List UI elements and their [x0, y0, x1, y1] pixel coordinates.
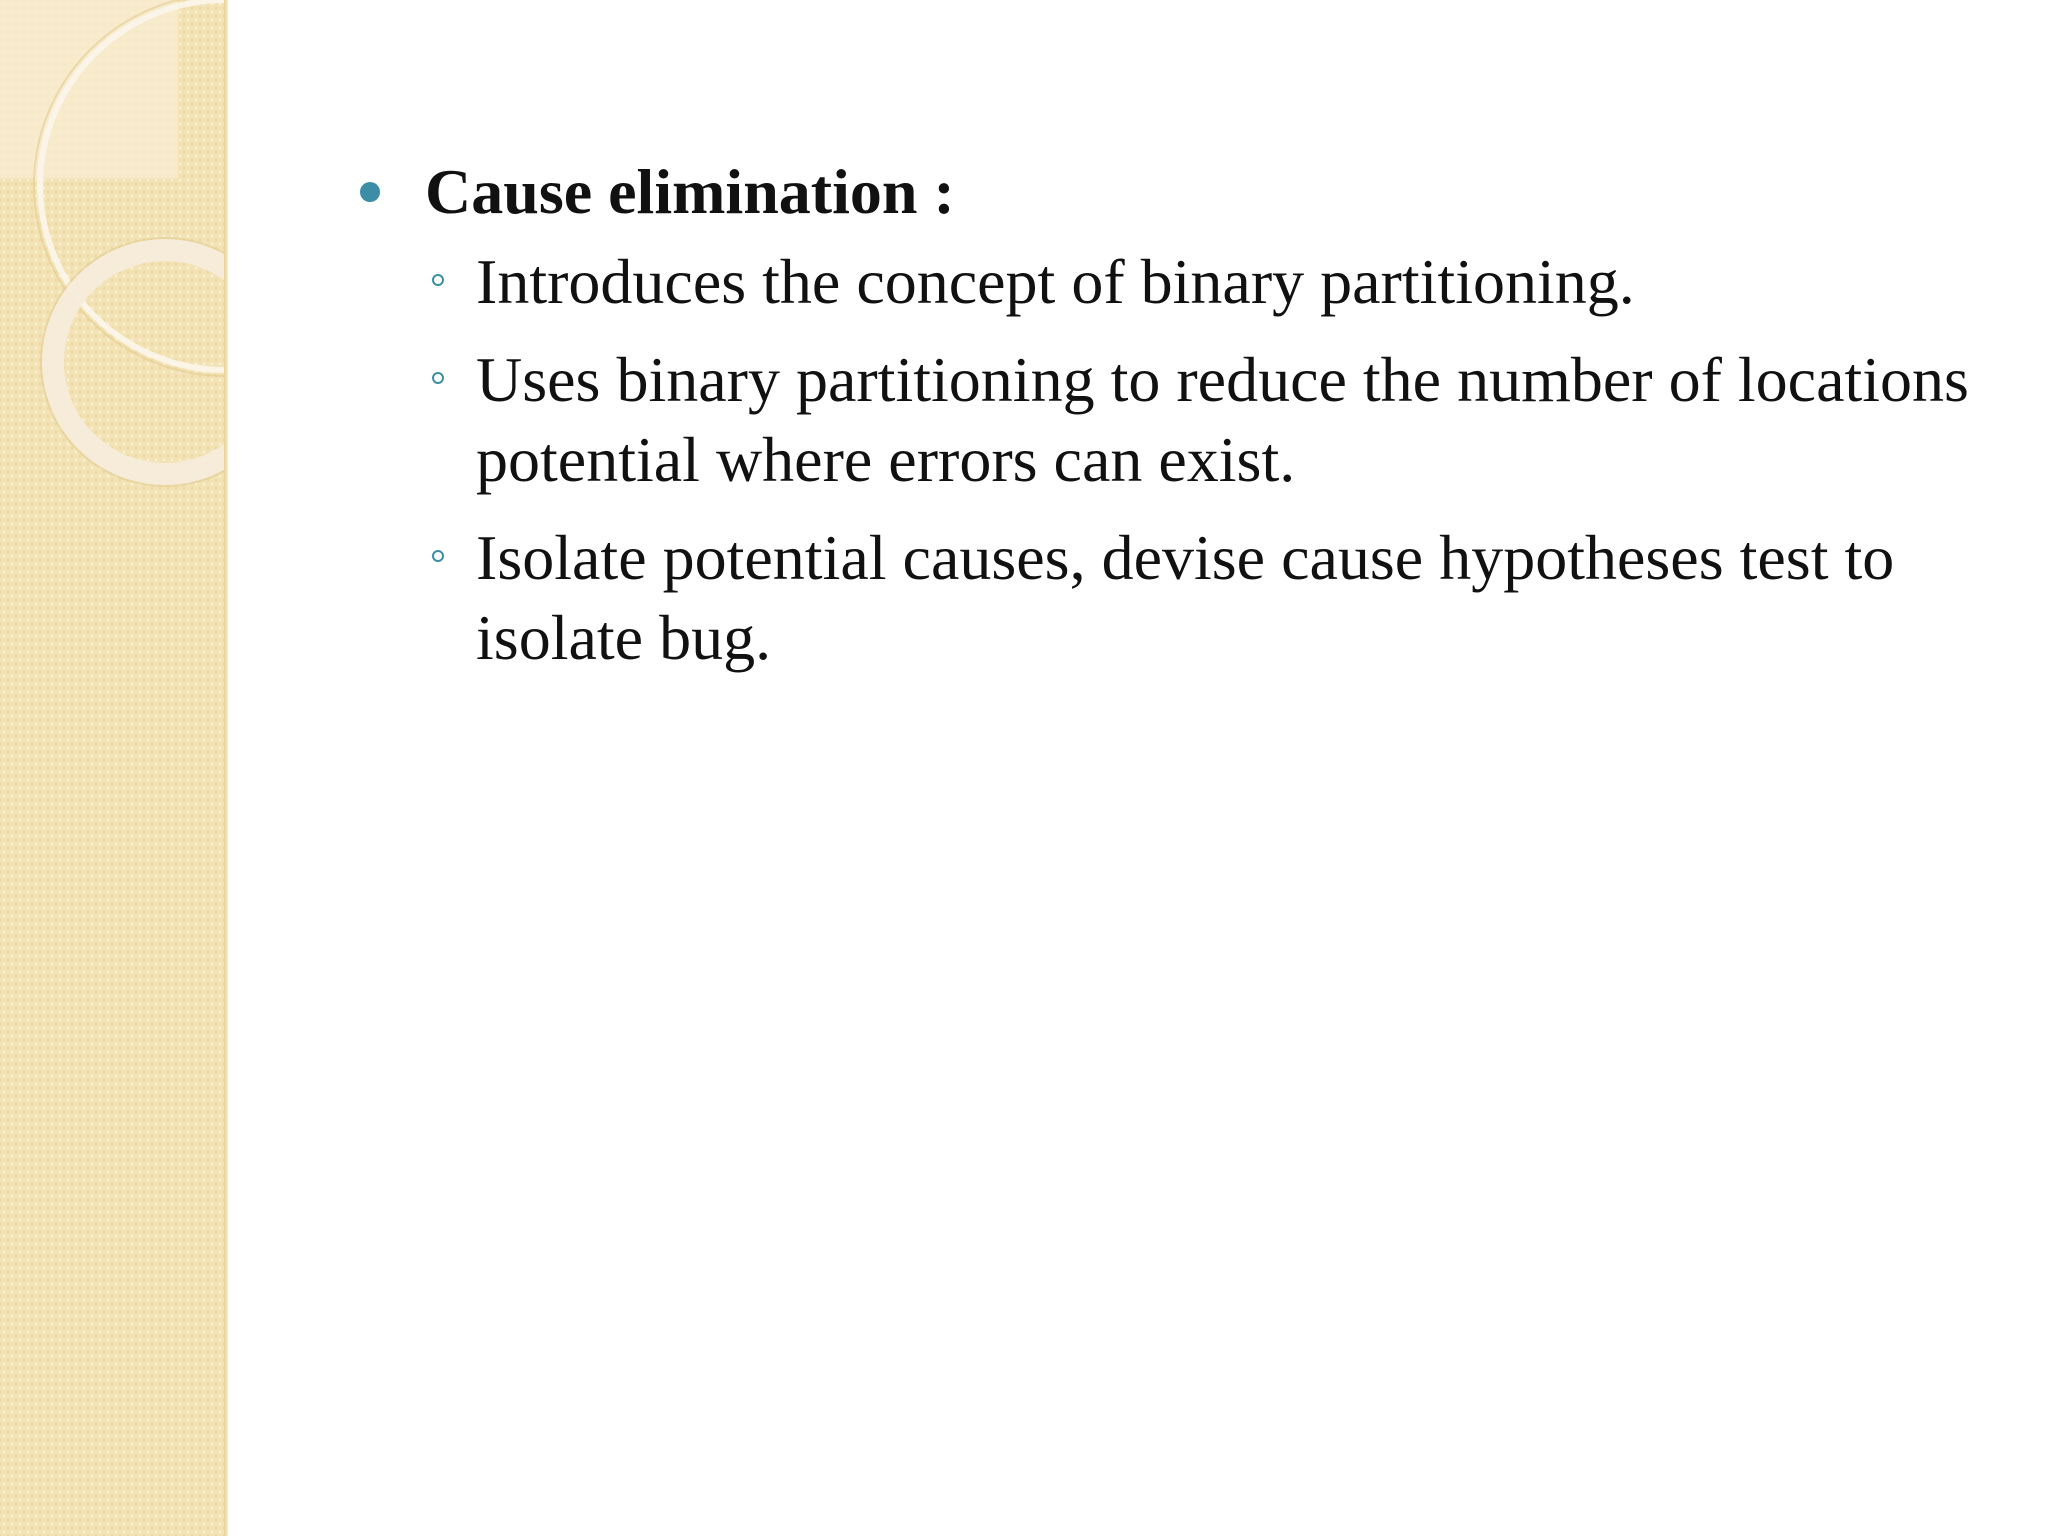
- sub-bullet-list: [360, 242, 1980, 678]
- list-item: [432, 518, 1980, 678]
- sidebar-edge: [224, 0, 228, 1536]
- hollow-circle-icon: [432, 274, 444, 286]
- main-bullet: [360, 150, 1980, 234]
- list-item: [432, 340, 1980, 500]
- slide-content: [360, 150, 1980, 696]
- bullet-icon: [360, 182, 380, 202]
- sub-bullet-text: Isolate potential causes, devise cause hypotheses test to isolate bug.: [476, 522, 1895, 673]
- decorative-rings-icon: [0, 0, 228, 520]
- decorative-sidebar: [0, 0, 228, 1536]
- list-item: [432, 242, 1980, 322]
- sub-bullet-text: Introduces the concept of binary partitioning.: [476, 246, 1635, 317]
- hollow-circle-icon: [432, 372, 444, 384]
- bullet-heading: Cause elimination :: [425, 156, 955, 227]
- hollow-circle-icon: [432, 550, 444, 562]
- sub-bullet-text: Uses binary partitioning to reduce the number of locations potential where errors can exist.: [476, 344, 1969, 495]
